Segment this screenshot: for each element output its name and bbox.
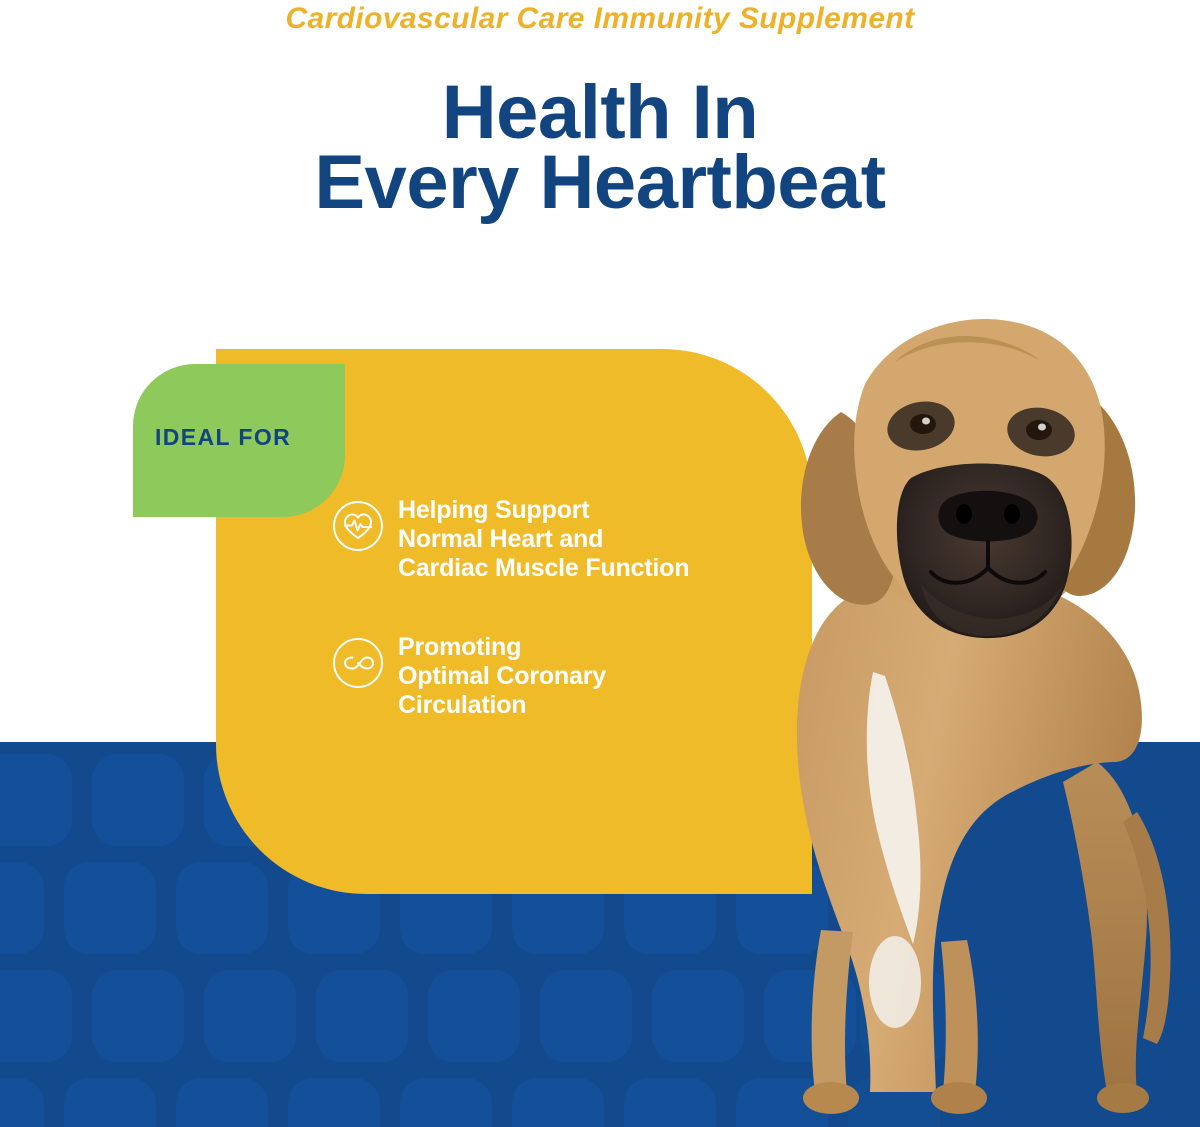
circulation-loop-icon xyxy=(332,637,384,689)
ideal-for-tab xyxy=(133,364,345,517)
heart-pulse-icon xyxy=(332,500,384,552)
great-dane-dog-photo xyxy=(745,292,1200,1127)
benefit-text xyxy=(398,631,606,720)
benefits-list xyxy=(332,494,802,768)
ideal-for-label: IDEAL FOR xyxy=(155,424,292,450)
list-item xyxy=(332,494,802,583)
page-title xyxy=(0,70,1200,225)
benefit-line-1: Helping Support xyxy=(398,496,590,524)
benefit-line-3: Cardiac Muscle Function xyxy=(398,554,690,582)
benefit-line-2: Normal Heart and xyxy=(398,525,604,553)
eyebrow-text: Cardiovascular Care Immunity Supplement xyxy=(285,2,915,35)
list-item xyxy=(332,631,802,720)
benefit-line-2: Optimal Coronary xyxy=(398,662,606,690)
headline-line-2: Every Heartbeat xyxy=(314,139,886,225)
benefit-line-1: Promoting xyxy=(398,633,522,661)
benefit-text xyxy=(398,494,689,583)
benefit-line-3: Circulation xyxy=(398,691,527,719)
headline-line-1: Health In xyxy=(441,70,759,155)
